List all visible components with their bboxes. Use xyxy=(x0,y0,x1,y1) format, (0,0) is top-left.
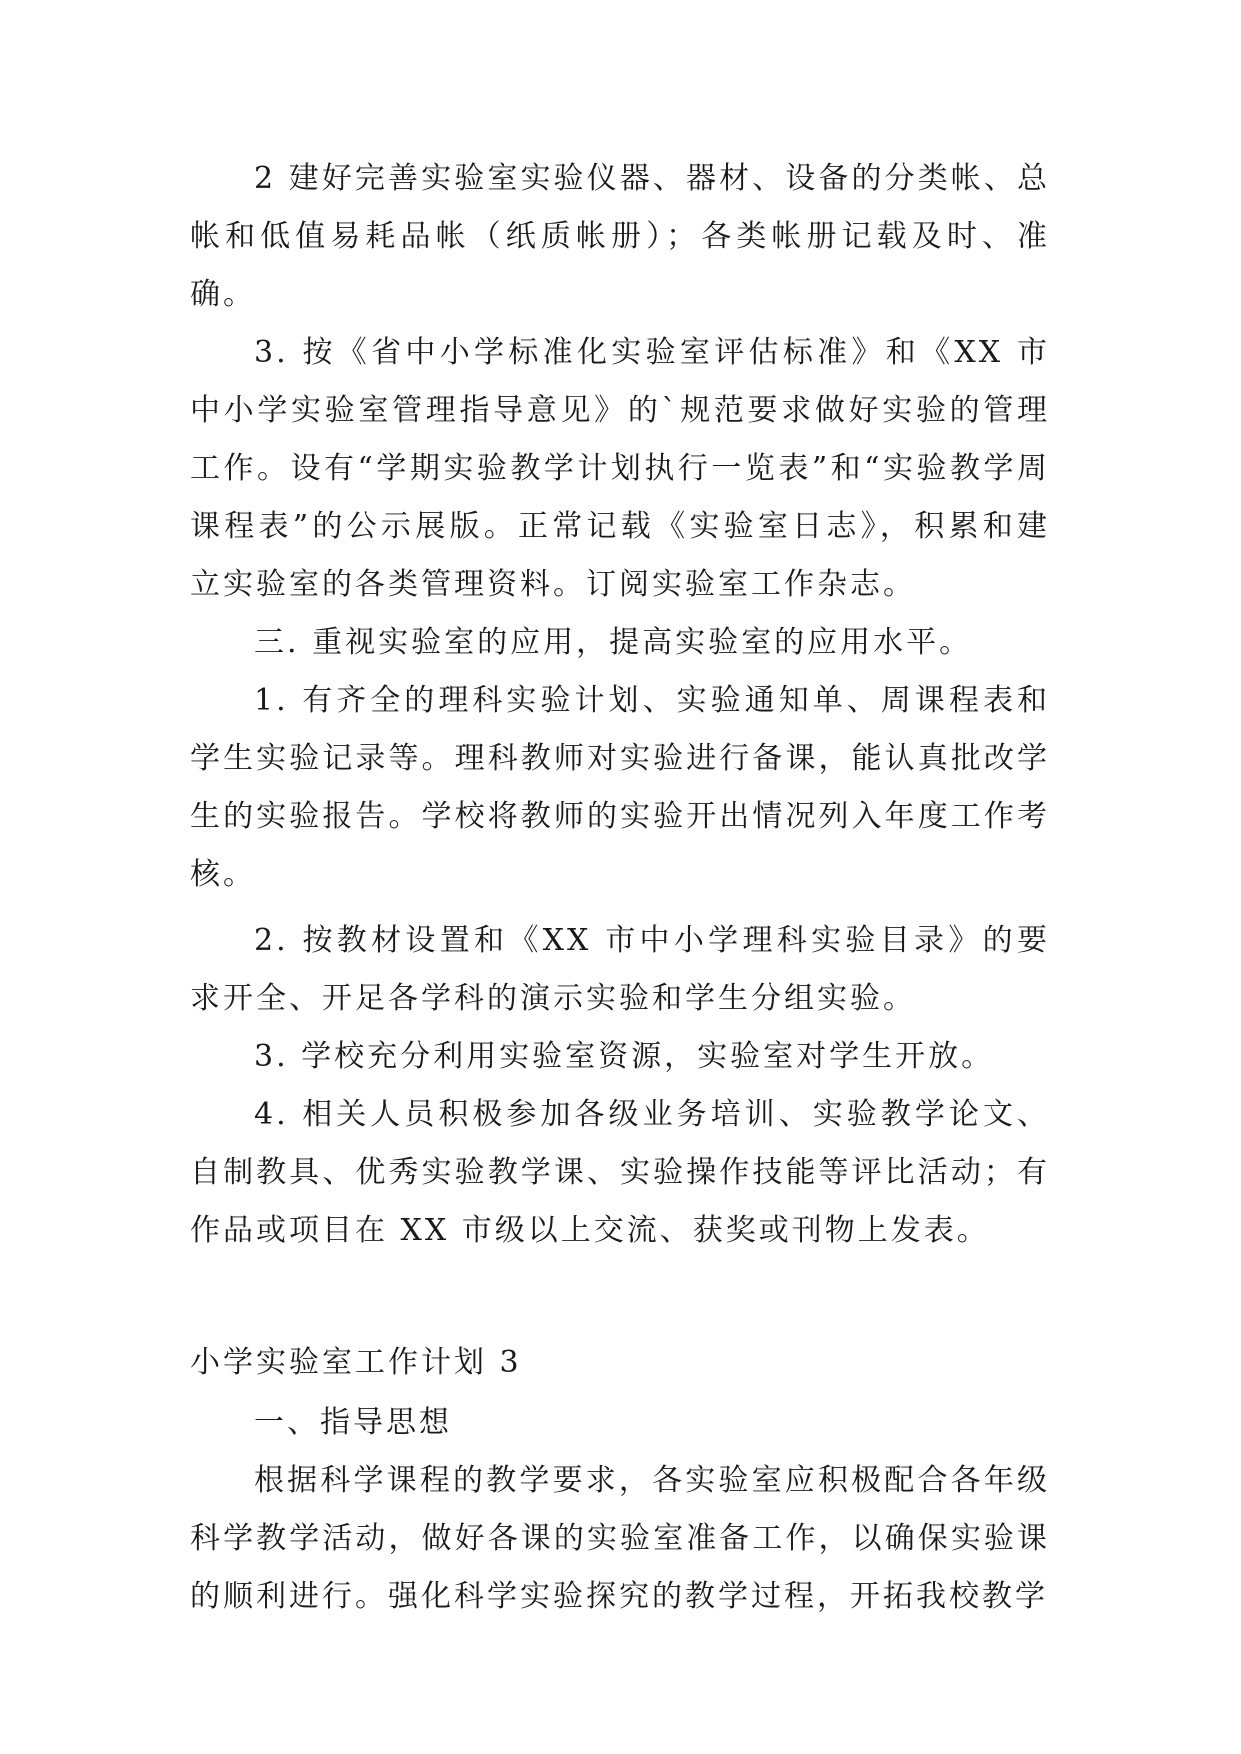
document-page xyxy=(190,150,1050,1626)
paragraph-ledger: 2 建好完善实验室实验仪器、器材、设备的分类帐、总帐和低值易耗品帐（纸质帐册）；各类帐册记载及时、准确。 xyxy=(190,161,1050,312)
paragraph-item-4: 4. 相关人员积极参加各级业务培训、实验教学论文、自制教具、优秀实验教学课、实验操作技能等评比活动；有作品或项目在 XX 市级以上交流、获奖或刊物上发表。 xyxy=(190,1097,1050,1248)
paragraph-section-three: 三. 重视实验室的应用，提高实验室的应用水平。 xyxy=(254,625,973,660)
paragraph-management-standard: 3. 按《省中小学标准化实验室评估标准》和《XX 市中小学实验室管理指导意见》的`规范要求做好实验的管理工作。设有“学期实验教学计划执行一览表”和“实验教学周课程表”的公示展版。正常记载《实验室日志》，积累和建立实验室的各类管理资料。订阅实验室工作杂志。 xyxy=(190,335,1050,602)
paragraph-item-1: 1. 有齐全的理科实验计划、实验通知单、周课程表和学生实验记录等。理科教师对实验进行备课，能认真批改学生的实验报告。学校将教师的实验开出情况列入年度工作考核。 xyxy=(190,683,1050,892)
paragraph-item-3: 3. 学校充分利用实验室资源，实验室对学生开放。 xyxy=(254,1039,995,1074)
paragraph-item-2: 2. 按教材设置和《XX 市中小学理科实验目录》的要求开全、开足各学科的演示实验和学生分组实验。 xyxy=(190,923,1050,1016)
paragraph-guiding-ideology-body: 根据科学课程的教学要求，各实验室应积极配合各年级科学教学活动，做好各课的实验室准备工作，以确保实验课的顺利进行。强化科学实验探究的教学过程，开拓我校教学 xyxy=(190,1463,1050,1614)
paragraph-guiding-ideology-heading: 一、指导思想 xyxy=(254,1405,452,1440)
section-title: 小学实验室工作计划 3 xyxy=(190,1345,522,1380)
